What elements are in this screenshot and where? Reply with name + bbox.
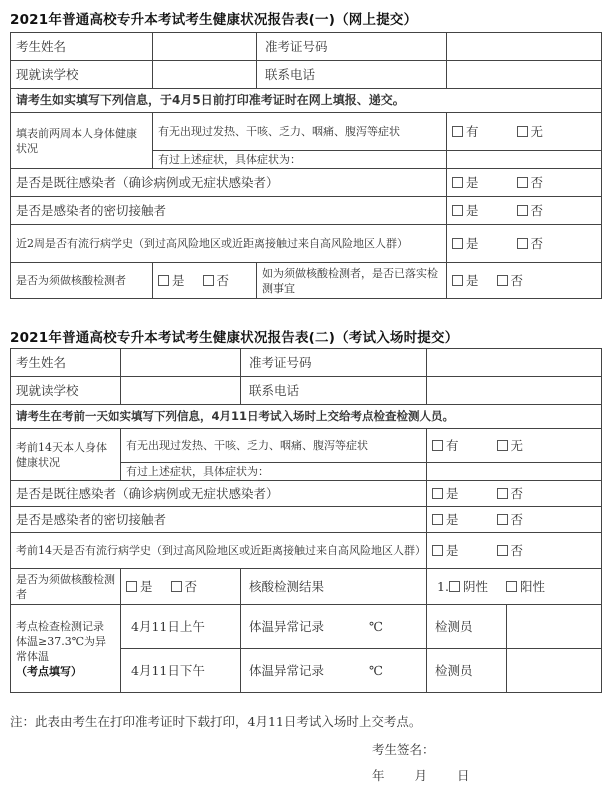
form1-notice: 请考生如实填写下列信息，于4月5日前打印准考证时在网上填报、递交。 — [11, 89, 602, 113]
form1-name-field[interactable] — [153, 33, 257, 61]
form1-travel-options — [447, 225, 602, 263]
form2-infected-yes[interactable]: 是 — [432, 486, 459, 501]
checkbox-icon — [452, 126, 463, 137]
form2-test-required-yes[interactable]: 是 — [126, 579, 153, 594]
form2-q-test-required: 是否为须做核酸检测者 — [11, 569, 121, 605]
checkbox-icon — [452, 205, 463, 216]
signature-date — [372, 766, 470, 784]
form1-test-required-yes[interactable]: 是 — [158, 273, 185, 288]
form1-title: 2021年普通高校专升本考试考生健康状况报告表(一)（网上提交） — [10, 12, 418, 28]
form2-result-negative[interactable]: 阴性 — [449, 579, 488, 594]
form1-phone-label: 联系电话 — [257, 61, 447, 89]
form1-q-contact: 是否是感染者的密切接触者 — [11, 197, 447, 225]
form2-ticket-label: 准考证号码 — [241, 349, 427, 377]
form1-test-done-options — [447, 263, 602, 299]
form1-option-none[interactable]: 无 — [517, 124, 544, 139]
form2-checkpoint-label: 考点检查检测记录 — [16, 619, 104, 633]
form1-ticket-label: 准考证号码 — [257, 33, 447, 61]
form1-option-have[interactable]: 有 — [452, 124, 479, 139]
form2-option-none[interactable]: 无 — [497, 438, 524, 453]
checkbox-icon — [497, 275, 508, 286]
form1-infected-options — [447, 169, 602, 197]
checkbox-icon — [452, 177, 463, 188]
form2-ticket-field[interactable] — [427, 349, 602, 377]
form2-symptoms-question: 有无出现过发热、干咳、乏力、咽痛、腹泻等症状 — [121, 429, 427, 463]
celsius-unit: ℃ — [369, 663, 383, 678]
checkbox-icon — [432, 440, 443, 451]
form1-contact-options — [447, 197, 602, 225]
checkbox-icon — [449, 581, 460, 592]
form1-health-label: 填表前两周本人身体健康状况 — [11, 113, 153, 169]
checkbox-icon — [497, 514, 508, 525]
form1-test-done-no[interactable]: 否 — [497, 273, 524, 288]
form1-q-test-done: 如为须做核酸检测者，是否已落实检测事宜 — [257, 263, 447, 299]
form2-contact-options — [427, 507, 602, 533]
signature-label: 考生签名： — [372, 742, 435, 757]
form2-temp-record-label: 体温异常记录 — [249, 663, 325, 678]
form1-q-infected: 是否是既往感染者（确诊病例或无症状感染者） — [11, 169, 447, 197]
form2-name-field[interactable] — [121, 349, 241, 377]
form1-travel-yes[interactable]: 是 — [452, 236, 479, 251]
checkbox-icon — [171, 581, 182, 592]
form2-temp-record-pm[interactable] — [241, 649, 427, 693]
form2-q-contact: 是否是感染者的密切接触者 — [11, 507, 427, 533]
form1-symptoms-detail: 有过上述症状，具体症状为： — [153, 151, 447, 169]
checkbox-icon — [452, 275, 463, 286]
checkbox-icon — [517, 205, 528, 216]
form1-symptoms-detail-field[interactable] — [447, 151, 602, 169]
form2-health-label: 考前14天本人身体健康状况 — [11, 429, 121, 481]
form2-inspector-label-pm: 检测员 — [427, 649, 507, 693]
form1-phone-field[interactable] — [447, 61, 602, 89]
form2-inspector-field-am[interactable] — [507, 605, 602, 649]
form2-inspector-field-pm[interactable] — [507, 649, 602, 693]
form1-name-label: 考生姓名 — [11, 33, 153, 61]
date-year: 年 — [372, 768, 385, 783]
form2-symptoms-options — [427, 429, 602, 463]
form1-symptoms-question: 有无出现过发热、干咳、乏力、咽痛、腹泻等症状 — [153, 113, 447, 151]
form2-school-label: 现就读学校 — [11, 377, 121, 405]
form1-infected-yes[interactable]: 是 — [452, 175, 479, 190]
celsius-unit: ℃ — [369, 619, 383, 634]
form2-q-travel: 考前14天是否有流行病学史（到过高风险地区或近距离接触过来自高风险地区人群） — [11, 533, 427, 569]
form2-fill-note: （考点填写） — [16, 664, 82, 678]
checkbox-icon — [506, 581, 517, 592]
form2-test-result-options — [427, 569, 602, 605]
checkbox-icon — [497, 440, 508, 451]
form2-table — [10, 348, 602, 693]
form2-option-have[interactable]: 有 — [432, 438, 459, 453]
date-month: 月 — [414, 768, 428, 783]
form2-infected-options — [427, 481, 602, 507]
form2-infected-no[interactable]: 否 — [497, 486, 524, 501]
footer-note: 注：此表由考生在打印准考证时下载打印，4月11日考试入场时上交考点。 — [10, 714, 422, 729]
form2-inspector-label-am: 检测员 — [427, 605, 507, 649]
form1-travel-no[interactable]: 否 — [517, 236, 544, 251]
form2-q-infected: 是否是既往感染者（确诊病例或无症状感染者） — [11, 481, 427, 507]
form1-contact-no[interactable]: 否 — [517, 203, 544, 218]
form1-test-required-no[interactable]: 否 — [203, 273, 230, 288]
form2-phone-field[interactable] — [427, 377, 602, 405]
form1-q-travel: 近2周是否有流行病学史（到过高风险地区或近距离接触过来自高风险地区人群） — [11, 225, 447, 263]
form1-infected-no[interactable]: 否 — [517, 175, 544, 190]
checkbox-icon — [497, 545, 508, 556]
form2-travel-options — [427, 533, 602, 569]
form2-travel-no[interactable]: 否 — [497, 543, 524, 558]
form2-checkpoint-cell — [11, 605, 121, 693]
form2-result-prefix: 1. — [437, 579, 449, 594]
checkbox-icon — [452, 238, 463, 249]
form2-travel-yes[interactable]: 是 — [432, 543, 459, 558]
form1-test-required-options — [153, 263, 257, 299]
date-day: 日 — [457, 768, 470, 783]
form1-q-test-required: 是否为须做核酸检测者 — [11, 263, 153, 299]
checkbox-icon — [517, 238, 528, 249]
checkbox-icon — [432, 514, 443, 525]
form2-temp-record-label: 体温异常记录 — [249, 619, 325, 634]
form1-contact-yes[interactable]: 是 — [452, 203, 479, 218]
checkbox-icon — [203, 275, 214, 286]
form2-symptoms-detail-field[interactable] — [427, 463, 602, 481]
checkbox-icon — [126, 581, 137, 592]
form1-school-label: 现就读学校 — [11, 61, 153, 89]
form2-afternoon-label: 4月11日下午 — [121, 649, 241, 693]
form1-ticket-field[interactable] — [447, 33, 602, 61]
form2-contact-yes[interactable]: 是 — [432, 512, 459, 527]
form2-phone-label: 联系电话 — [241, 377, 427, 405]
form2-contact-no[interactable]: 否 — [497, 512, 524, 527]
form2-temp-rule: 体温≥37.3℃为异常体温 — [16, 634, 107, 663]
form1-symptoms-options — [447, 113, 602, 151]
form2-notice: 请考生在考前一天如实填写下列信息，4月11日考试入场时上交给考点检查检测人员。 — [11, 405, 602, 429]
form1-test-done-yes[interactable]: 是 — [452, 273, 479, 288]
form2-test-result-label: 核酸检测结果 — [241, 569, 427, 605]
form2-temp-record-am[interactable] — [241, 605, 427, 649]
form2-symptoms-detail: 有过上述症状，具体症状为： — [121, 463, 427, 481]
checkbox-icon — [158, 275, 169, 286]
checkbox-icon — [517, 177, 528, 188]
form2-result-positive[interactable]: 阳性 — [506, 579, 545, 594]
checkbox-icon — [497, 488, 508, 499]
form1-school-field[interactable] — [153, 61, 257, 89]
form2-name-label: 考生姓名 — [11, 349, 121, 377]
form2-title: 2021年普通高校专升本考试考生健康状况报告表(二)（考试入场时提交） — [10, 330, 459, 346]
form2-test-required-options — [121, 569, 241, 605]
checkbox-icon — [432, 488, 443, 499]
form2-morning-label: 4月11日上午 — [121, 605, 241, 649]
form2-test-required-no[interactable]: 否 — [171, 579, 198, 594]
checkbox-icon — [432, 545, 443, 556]
form1-table — [10, 32, 602, 299]
checkbox-icon — [517, 126, 528, 137]
form2-school-field[interactable] — [121, 377, 241, 405]
